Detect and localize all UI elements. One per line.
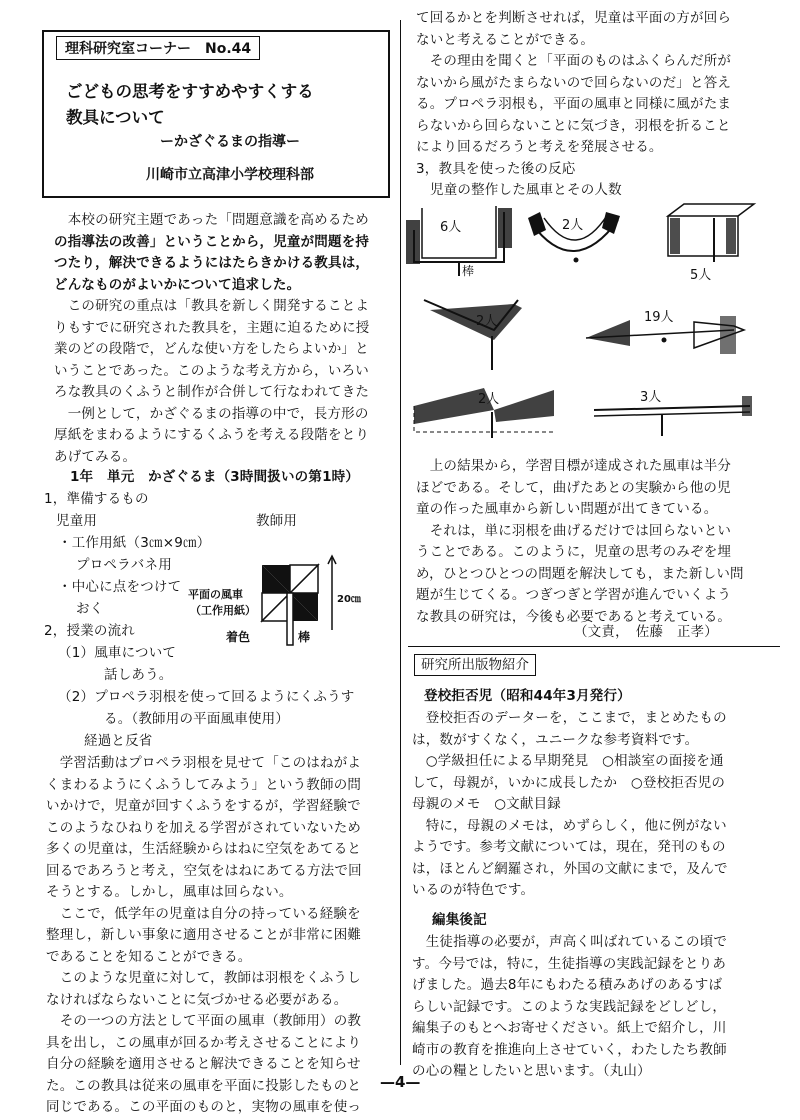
text-line: ないから風がたまらないので回らないのだ」と答え	[416, 74, 732, 91]
pub-title: 登校拒否児（昭和44年3月発行）	[424, 688, 631, 704]
results-text	[416, 456, 744, 628]
right-top-text	[416, 8, 731, 202]
text-line: 厚紙をまわるようにするくふうを考える段階をとり	[54, 427, 370, 443]
flow-item: （2）プロペラ羽根を使って回るようにくふうす	[58, 689, 355, 705]
figure-pin-label: 棒	[462, 264, 475, 278]
text-line: の心の糧としたいと思います。（丸山）	[412, 1063, 651, 1079]
text-line: て回るかとを判断させれば，児童は平面の方が回ら	[416, 10, 732, 26]
text-line: ほどである。そして，曲げたあとの実験から他の児	[416, 479, 731, 496]
pinwheel-label: 着色	[226, 630, 251, 644]
text-line: 回るであろうと考え，空気をはねにあてる方法で回	[46, 862, 362, 879]
text-line: た。この教具は従来の風車を平面に投影したものと	[46, 1077, 362, 1094]
prep-item: ・工作用紙（3㎝×9㎝）	[58, 535, 211, 551]
prep-item: ・中心に点をつけて	[58, 579, 182, 595]
figure-4	[424, 300, 522, 370]
text-line: 児童の整作した風車とその人数	[430, 182, 622, 198]
text-line: して，母親が，いかに成長したか ○登校拒否児の	[412, 774, 726, 791]
text-line: め，ひとつひとつの問題を解決しても，また新しい問	[416, 565, 744, 582]
figure-count: 2人	[478, 392, 500, 407]
text-line: 上の結果から，学習目標が達成された風車は半分	[416, 458, 732, 474]
figure-count: 2人	[562, 218, 584, 233]
flow-heading: 2，授業の流れ	[44, 623, 135, 639]
pub-text	[412, 708, 728, 902]
text-line: つたり，解決できるようにはたらきかける教具は，	[54, 255, 370, 271]
text-line: ようです。参考文献については，現在，発刊のもの	[412, 839, 726, 855]
text-line: らしい記録です。このような実践記録をどしどし，	[412, 998, 727, 1015]
text-line: 学習活動はプロペラ羽根を見せて「このはねがよ	[46, 755, 362, 771]
article-title-2: 教具について	[66, 108, 165, 127]
prep-heading: 1，準備するもの	[44, 491, 149, 507]
figure-3	[668, 204, 754, 262]
figure-count: 6人	[440, 220, 462, 235]
text-line: は，数がすくなく，ユニークな参考資料です。	[412, 731, 699, 748]
text-line: 童の作った風車から新しい問題が出てきている。	[416, 501, 718, 517]
body-text	[46, 753, 362, 1119]
prep-item: プロペラバネ用	[76, 557, 172, 573]
editor-text	[412, 932, 727, 1083]
text-line: ここで，低学年の児童は自分の持っている経験を	[46, 905, 361, 922]
text-line: 崎市の教育を推進向上させていく，わたしたち教師	[412, 1041, 727, 1058]
text-line: ○学級担任による早期発見 ○相談室の面接を通	[412, 753, 724, 769]
article-subtitle: ーかざぐるまの指導ー	[160, 134, 300, 150]
section-divider	[408, 646, 780, 647]
figure-count: 5人	[690, 268, 712, 283]
text-line: 多くの児童は，生活経験からはねに空気をあてると	[46, 841, 362, 857]
text-line: 整理し，新しい事象に適用させることが非常に困難	[46, 927, 362, 943]
text-line: くまわるようにくふうしてみよう」という教師の問	[46, 776, 362, 793]
text-line: により回るだろうと考えを発展させる。	[416, 139, 663, 155]
text-line: 特に，母親のメモは，めずらしく，他に例がない	[412, 817, 727, 834]
intro-text	[54, 210, 370, 468]
column-divider	[400, 20, 401, 1065]
text-line: は，ほとんど網羅され，外国の文献にまで，及んで	[412, 860, 728, 877]
text-line: げました。過去8年にもわたる積みあげのあるすば	[412, 977, 723, 993]
pinwheel-label: （工作用紙）	[190, 604, 256, 617]
figure-count: 19人	[644, 310, 674, 325]
text-line: 本校の研究主題であった「問題意識を高めるため	[54, 212, 369, 228]
pinwheel-figures	[404, 200, 780, 440]
pinwheel-label: 平面の風車	[188, 588, 243, 601]
text-line: 登校拒否のデーターを，ここまで，まとめたもの	[412, 710, 727, 726]
text-line: 生徒指導の必要が，声高く叫ばれているこの頃で	[412, 934, 728, 950]
pinwheel-label: 棒	[298, 630, 311, 644]
text-line: る。プロペラ羽根も，平面の風車と同様に風がたま	[416, 96, 732, 112]
signature: （文責， 佐藤 正孝）	[574, 624, 718, 640]
text-line: す。今号では，特に，生徒指導の実践記録をとりあ	[412, 955, 727, 972]
article-title: ごどもの思考をすすめやすくする	[66, 82, 314, 101]
flow-item: 経過と反省	[84, 733, 153, 749]
text-line: うことである。このように，児童の思考のみぞを埋	[416, 544, 732, 560]
text-line: 3，教具を使った後の反応	[416, 160, 576, 177]
pinwheel-label: 20㎝	[337, 594, 361, 605]
text-line: な教具の研究は，今後も必要であると考えている。	[416, 608, 732, 625]
flow-item: る。（教師用の平面風車使用）	[104, 711, 290, 727]
figure-count: 2人	[476, 314, 498, 329]
text-line: 業のどの段階で，どんな使い方をしたらよいか」と	[54, 341, 369, 357]
text-line: いうことであった。このような考え方から，いろい	[54, 362, 369, 379]
text-line: あげてみる。	[54, 448, 137, 465]
text-line: 編集子のもとへお寄せください。紙上で紹介し，川	[412, 1020, 727, 1036]
prep-item: おく	[76, 601, 104, 617]
text-line: そうとする。しかし，風車は回らない。	[46, 884, 293, 900]
editor-heading: 編集後記	[432, 912, 487, 928]
prep-child: 児童用	[56, 513, 98, 529]
text-line: りもすでに研究された教具を，主題に迫るために授	[54, 319, 370, 336]
text-line: いかけで，児童が回すくふうをするが，学習経験で	[46, 798, 361, 814]
text-line: であることを知ることができる。	[46, 948, 252, 965]
unit-heading: 1年 単元 かざぐるま（3時間扱いの第1時）	[70, 469, 360, 485]
text-line: それは，単に羽根を曲げるだけでは回らないとい	[416, 522, 732, 539]
text-line: 一例として，かざぐるまの指導の中で，長方形の	[54, 405, 369, 422]
text-line: この研究の重点は「教具を新しく開発することよ	[54, 298, 370, 314]
text-line: の指導法の改善」ということから，児童が問題を持	[54, 233, 370, 250]
corner-label: 理科研究室コーナー No.44	[56, 36, 260, 60]
text-line: いるのが特色です。	[412, 882, 535, 898]
text-line: ろな教具のくふうと制作が合併して行なわれてきた	[54, 384, 370, 400]
text-line: その理由を聞くと「平面のものはふくらんだ所が	[416, 53, 732, 69]
text-line: 題が生じてくる。つぎつぎと学習が進んでいくよう	[416, 587, 732, 603]
text-line: ないと考えることができる。	[416, 31, 595, 48]
figure-count: 3人	[640, 390, 662, 405]
flow-item: （1）風車について	[58, 645, 177, 661]
figure-7	[594, 396, 752, 436]
text-line: その一つの方法として平面の風車（教師用）の教	[46, 1013, 362, 1029]
pub-heading: 研究所出版物紹介	[414, 654, 536, 676]
pinwheel-stick	[287, 593, 293, 645]
article-author: 川崎市立高津小学校理科部	[146, 167, 314, 183]
text-line: らないから回らないことに気づき，羽根を折ること	[416, 117, 731, 134]
text-line: なければならないことに気づかせる必要がある。	[46, 991, 348, 1008]
prep-teacher: 教師用	[256, 513, 298, 529]
text-line: このようなひねりを加える学習がされていないため	[46, 819, 362, 836]
text-line: 母親のメモ ○文献目録	[412, 796, 561, 812]
text-line: このような児童に対して，教師は羽根をくふうし	[46, 970, 361, 986]
page-number: —4—	[380, 1073, 421, 1091]
text-line: 同じである。この平面のものと，実物の風車を使っ	[46, 1099, 362, 1115]
text-line: 自分の経験を適用させると解決できることを知らせ	[46, 1056, 361, 1072]
flow-item: 話しあう。	[104, 667, 173, 683]
text-line: 具を出し，この風車が回るか考えさせることにより	[46, 1034, 362, 1051]
text-line: どんなものがよいかについて追求した。	[54, 276, 301, 293]
